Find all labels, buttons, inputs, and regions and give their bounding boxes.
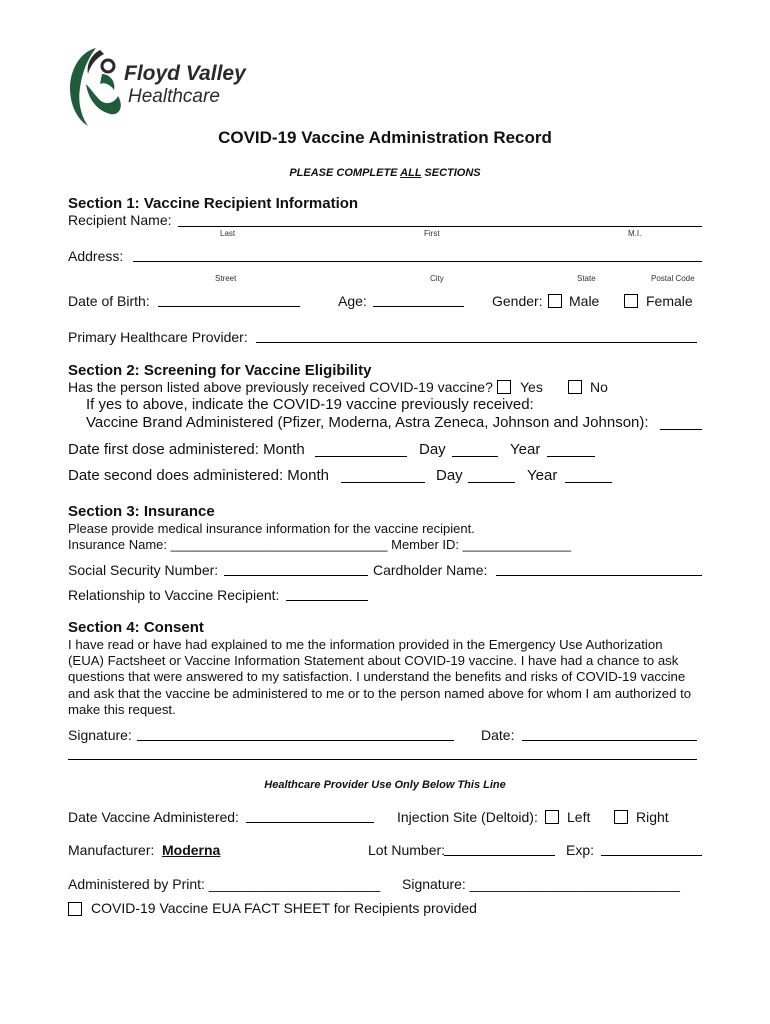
lot-number-label: Lot Number: xyxy=(368,842,446,858)
sub-last: Last xyxy=(220,229,236,238)
recipient-name-label: Recipient Name: xyxy=(68,212,172,228)
subtitle-after: SECTIONS xyxy=(421,167,481,179)
date-administered-field[interactable] xyxy=(246,822,374,823)
cardholder-field[interactable] xyxy=(496,575,702,576)
gender-female-label: Female xyxy=(646,293,693,309)
provider-label: Primary Healthcare Provider: xyxy=(68,329,248,345)
if-yes-instruction: If yes to above, indicate the COVID-19 vaccine previously received: xyxy=(86,396,534,413)
first-dose-day-field[interactable] xyxy=(452,456,498,457)
dob-field[interactable] xyxy=(158,306,300,307)
injection-site-label: Injection Site (Deltoid): xyxy=(397,809,538,825)
signature-label: Signature: xyxy=(68,727,132,743)
second-dose-day-field[interactable] xyxy=(468,482,515,483)
injection-left-label: Left xyxy=(567,809,591,825)
first-dose-month-field[interactable] xyxy=(315,456,407,457)
exp-field[interactable] xyxy=(601,855,702,856)
page-subtitle xyxy=(0,167,770,179)
exp-label: Exp: xyxy=(566,842,595,858)
gender-male-label: Male xyxy=(569,293,600,309)
prior-yes-label: Yes xyxy=(520,379,543,395)
address-label: Address: xyxy=(68,248,124,264)
sub-first: First xyxy=(424,229,440,238)
injection-left-checkbox[interactable] xyxy=(545,810,559,824)
section4-heading: Section 4: Consent xyxy=(68,619,204,636)
second-dose-day-label: Day xyxy=(436,467,463,484)
provider-signature-line[interactable]: Signature: ___________________________ xyxy=(402,876,680,892)
second-dose-year-field[interactable] xyxy=(565,482,612,483)
subtitle-before: PLEASE COMPLETE xyxy=(289,167,401,179)
lot-number-field[interactable] xyxy=(444,855,555,856)
brand-label: Vaccine Brand Administered (Pfizer, Moderna, Astra Zeneca, Johnson and Johnson): xyxy=(86,414,649,431)
prior-vaccine-question: Has the person listed above previously received COVID-19 vaccine? xyxy=(68,379,493,395)
prior-no-checkbox[interactable] xyxy=(568,380,582,394)
relationship-label: Relationship to Vaccine Recipient: xyxy=(68,587,280,603)
factsheet-checkbox[interactable] xyxy=(68,902,82,916)
provider-section-heading: Healthcare Provider Use Only Below This Line xyxy=(264,779,506,791)
section2-heading: Section 2: Screening for Vaccine Eligibility xyxy=(68,362,372,379)
second-dose-month-field[interactable] xyxy=(341,482,425,483)
relationship-field[interactable] xyxy=(286,600,368,601)
insurance-name-member-line[interactable]: Insurance Name: ______________________________ Member ID: _______________ xyxy=(68,537,572,552)
logo-mark-icon xyxy=(66,44,126,128)
consent-paragraph: I have read or have had explained to me the information provided in the Emergency Use Authorization (EUA) Factsheet or Vaccine Information Statement about COVID-19 vaccine. I have had a chance to ask questions that were answered to my satisfaction. I understand the benefits and risks of COVID-19 vaccine and ask that the vaccine be administered to me or to the person named above for whom I am authorized to make this request. xyxy=(68,637,692,717)
section3-heading: Section 3: Insurance xyxy=(68,503,215,520)
sub-postal: Postal Code xyxy=(651,274,695,283)
date-administered-label: Date Vaccine Administered: xyxy=(68,809,239,825)
subtitle-emph: ALL xyxy=(400,167,422,179)
ssn-field[interactable] xyxy=(224,575,368,576)
address-field[interactable] xyxy=(133,261,702,262)
sub-mi: M.I. xyxy=(628,229,642,238)
manufacturer-value: Moderna xyxy=(162,842,221,858)
first-dose-year-field[interactable] xyxy=(547,456,595,457)
first-dose-year-label: Year xyxy=(510,441,541,458)
sub-street: Street xyxy=(215,274,237,283)
logo-text-line2: Healthcare xyxy=(128,86,220,107)
section1-heading: Section 1: Vaccine Recipient Information xyxy=(68,195,359,212)
gender-label: Gender: xyxy=(492,293,543,309)
consent-signature-field[interactable] xyxy=(137,740,454,741)
dob-label: Date of Birth: xyxy=(68,293,150,309)
consent-date-field[interactable] xyxy=(522,740,697,741)
age-label: Age: xyxy=(338,293,367,309)
second-dose-label: Date second does administered: Month xyxy=(68,467,329,484)
manufacturer-label: Manufacturer: xyxy=(68,842,155,858)
prior-no-label: No xyxy=(590,379,608,395)
sub-state: State xyxy=(577,274,596,283)
factsheet-label: COVID-19 Vaccine EUA FACT SHEET for Recipients provided xyxy=(91,900,477,916)
injection-right-checkbox[interactable] xyxy=(614,810,628,824)
second-dose-year-label: Year xyxy=(527,467,558,484)
logo-text-line1: Floyd Valley xyxy=(124,62,246,85)
gender-male-checkbox[interactable] xyxy=(548,294,562,308)
injection-right-label: Right xyxy=(636,809,669,825)
first-dose-day-label: Day xyxy=(419,441,446,458)
provider-field[interactable] xyxy=(256,342,697,343)
sub-city: City xyxy=(430,274,444,283)
provider-divider-line xyxy=(68,759,697,760)
brand-field[interactable] xyxy=(660,429,702,430)
cardholder-label: Cardholder Name: xyxy=(373,562,488,578)
ssn-label: Social Security Number: xyxy=(68,562,219,578)
prior-yes-checkbox[interactable] xyxy=(497,380,511,394)
insurance-intro: Please provide medical insurance information for the vaccine recipient. xyxy=(68,521,475,536)
recipient-name-field[interactable] xyxy=(178,226,702,227)
consent-date-label: Date: xyxy=(481,727,515,743)
administered-by-print-line[interactable]: Administered by Print: ______________________ xyxy=(68,876,381,892)
age-field[interactable] xyxy=(373,306,464,307)
first-dose-label: Date first dose administered: Month xyxy=(68,441,305,458)
gender-female-checkbox[interactable] xyxy=(624,294,638,308)
logo xyxy=(66,44,256,128)
page-title: COVID-19 Vaccine Administration Record xyxy=(218,128,552,147)
